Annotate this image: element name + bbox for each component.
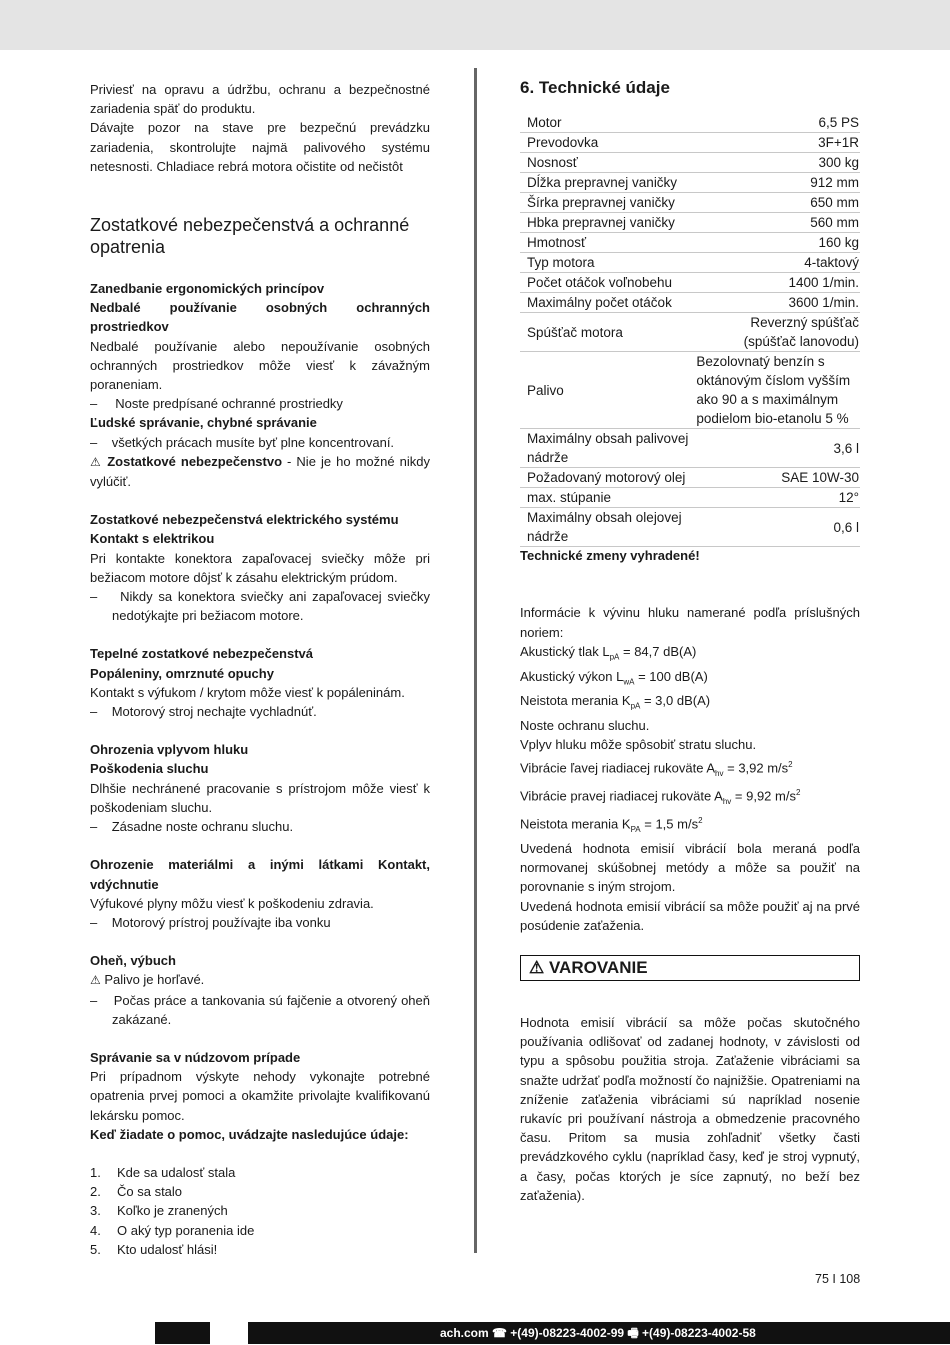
- sound-power: Akustický výkon $L_{wA} = 100$ dB(A): [520, 668, 708, 687]
- ergo-subtitle: Nedbalé používanie osobných ochranných prostriedkov: [90, 300, 430, 335]
- spec-value: 912 mm: [689, 173, 860, 193]
- column-divider: [474, 68, 477, 1253]
- spec-table: [520, 113, 860, 547]
- thermal-title: Tepelné zostatkové nebezpečenstvá: [90, 646, 314, 662]
- table-row: [520, 133, 860, 153]
- vibration-left: Vibrácie ľavej riadiacej rukoväte $A_{hv} = 3,92$ $m/s^2$: [520, 759, 793, 778]
- residual-risks-heading: Zostatkové nebezpečenstvá a ochranné opatrenia: [90, 215, 410, 258]
- residual-note: ⚠ Zostatkové nebezpečenstvo - Nie je ho možné nikdy vylúčiť.: [90, 453, 430, 490]
- footer-logo-block-2: [210, 1322, 248, 1344]
- spec-label: Počet otáčok voľnobehu: [520, 273, 689, 293]
- spec-value: 12°: [689, 488, 860, 508]
- table-row: [520, 273, 860, 293]
- spec-value: Reverzný spúšťač (spúšťač lanovodu): [689, 313, 860, 352]
- spec-label: Hbka prepravnej vaničky: [520, 213, 689, 233]
- table-row: [520, 113, 860, 133]
- intro-paragraph-2: Dávajte pozor na stave pre bezpečnú prevádzku zariadenia, skontrolujte najmä palivového systému netesnosti. Chladiace rebrá motora očistite od nečistôt: [90, 120, 430, 174]
- ergo-text: Nedbalé používanie alebo nepoužívanie osobných ochranných prostriedkov môže viesť k závažným poraneniam.: [90, 338, 430, 393]
- spec-value: 1400 1/min.: [689, 273, 860, 293]
- table-row: [520, 173, 860, 193]
- thermal-subtitle: Popáleniny, omrznuté opuchy: [90, 665, 274, 681]
- spec-value: 3F+1R: [689, 133, 860, 153]
- list-item: 1. Kde sa udalosť stala: [90, 1164, 236, 1180]
- table-row: [520, 293, 860, 313]
- noise-intro: Informácie k vývinu hluku namerané podľa príslušných noriem:: [520, 605, 860, 640]
- elec-dash-item: – Nikdy sa konektora sviečky ani zapaľovacej sviečky nedotýkajte pri bežiacom motore.: [90, 589, 430, 624]
- elec-subtitle: Kontakt s elektrikou: [90, 531, 215, 547]
- table-row: [520, 429, 860, 468]
- material-title: Ohrozenie materiálmi a inými látkami Kontakt, vdýchnutie: [90, 857, 430, 892]
- spec-label: Požadovaný motorový olej: [520, 468, 689, 488]
- spec-value: 560 mm: [689, 213, 860, 233]
- spec-label: Prevodovka: [520, 133, 689, 153]
- ergo-title: Zanedbanie ergonomických princípov: [90, 281, 325, 297]
- emergency-steps-list: [90, 1163, 430, 1259]
- human-title: Ľudské správanie, chybné správanie: [90, 415, 317, 431]
- spec-value: 4-taktový: [689, 253, 860, 273]
- material-dash-item: – Motorový prístroj používajte iba vonku: [90, 914, 331, 930]
- spec-value: 300 kg: [689, 153, 860, 173]
- hearing-loss-note: Vplyv hluku môže spôsobiť stratu sluchu.: [520, 737, 757, 753]
- spec-value: SAE 10W-30: [689, 468, 860, 488]
- material-text: Výfukové plyny môžu viesť k poškodeniu zdravia.: [90, 895, 374, 911]
- elec-text: Pri kontakte konektora zapaľovacej sviečky môže pri bežiacom motore dôjsť k zásahu elektrickým prúdom.: [90, 550, 430, 585]
- spec-label: Typ motora: [520, 253, 689, 273]
- vibration-paragraph-1: Uvedená hodnota emisií vibrácií bola meraná podľa normovanej skúšobnej metódy a môže sa použiť na porovnanie s iným strojom.: [520, 840, 860, 895]
- table-row: [520, 488, 860, 508]
- footer-logo-block: [0, 1322, 155, 1344]
- spec-label: Palivo: [520, 352, 689, 429]
- spec-value: 3600 1/min.: [689, 293, 860, 313]
- spec-value: 650 mm: [689, 193, 860, 213]
- fire-text: ⚠ Palivo je horľavé.: [90, 972, 205, 988]
- list-item: 3. Koľko je zranených: [90, 1203, 228, 1219]
- spec-label: Nosnosť: [520, 153, 689, 173]
- spec-label: Maximálny obsah palivovej nádrže: [520, 429, 689, 468]
- human-dash-item: – všetkých prácach musíte byť plne koncentrovaní.: [90, 434, 395, 450]
- table-row: [520, 508, 860, 547]
- noise-uncertainty: Neistota merania $K_{pA} = 3,0$ dB(A): [520, 693, 711, 711]
- warning-triangle-icon: ⚠: [90, 454, 103, 469]
- page-number: 75 I 108: [815, 1272, 861, 1286]
- right-column: [520, 78, 860, 1205]
- ear-protection-note: Noste ochranu sluchu.: [520, 718, 650, 734]
- spec-value: 0,6 l: [689, 508, 860, 547]
- fire-dash-item: – Počas práce a tankovania sú fajčenie a otvorený oheň zakázané.: [90, 992, 430, 1027]
- vibration-uncertainty: Neistota merania $K_{PA} = 1,5$ $m/s^2$: [520, 815, 703, 834]
- thermal-dash-item: – Motorový stroj nechajte vychladnúť.: [90, 704, 317, 720]
- spec-value: 3,6 l: [689, 429, 860, 468]
- table-row: [520, 313, 860, 352]
- list-item: 2. Čo sa stalo: [90, 1184, 183, 1200]
- spec-label: Maximálny počet otáčok: [520, 293, 689, 313]
- spec-value: 160 kg: [689, 233, 860, 253]
- elec-title: Zostatkové nebezpečenstvá elektrického systému: [90, 512, 399, 528]
- table-row: [520, 153, 860, 173]
- list-item: 5. Kto udalosť hlási!: [90, 1241, 218, 1257]
- footer-contact: ach.com ☎ +(49)-08223-4002-99 🖷 +(49)-08223-4002-58: [440, 1326, 756, 1340]
- emergency-bold: Keď žiadate o pomoc, uvádzajte nasledujúce údaje:: [90, 1126, 409, 1142]
- list-item: 4. O aký typ poranenia ide: [90, 1222, 255, 1238]
- ergo-dash-item: – Noste predpísané ochranné prostriedky: [90, 396, 343, 412]
- vibration-paragraph-2: Uvedená hodnota emisií vibrácií sa môže použiť aj na prvé posúdenie zaťaženia.: [520, 898, 860, 933]
- noise-dash-item: – Zásadne noste ochranu sluchu.: [90, 819, 294, 835]
- spec-label: Šírka prepravnej vaničky: [520, 193, 689, 213]
- vibration-right: Vibrácie pravej riadiacej rukoväte $A_{hv} = 9,92$ $m/s^2$: [520, 787, 801, 806]
- spec-value: Bezolovnatý benzín s oktánovým číslom vyšším ako 90 a s maximálnym podielom bio-etanolu 5 %: [689, 352, 860, 429]
- table-row: [520, 468, 860, 488]
- table-row: [520, 233, 860, 253]
- spec-label: Spúšťač motora: [520, 313, 689, 352]
- spec-value: 6,5 PS: [689, 113, 860, 133]
- technical-data-heading: 6. Technické údaje: [520, 78, 670, 97]
- noise-title: Ohrozenia vplyvom hluku: [90, 742, 249, 758]
- sound-pressure: Akustický tlak $L_{pA} = 84,7$ dB(A): [520, 643, 697, 662]
- emergency-title: Správanie sa v núdzovom prípade: [90, 1049, 301, 1065]
- spec-label: Motor: [520, 113, 689, 133]
- table-row: [520, 253, 860, 273]
- table-row: [520, 352, 860, 429]
- spec-label: Maximálny obsah olejovej nádrže: [520, 508, 689, 547]
- warning-triangle-icon: ⚠: [90, 973, 101, 988]
- top-header-bar: [0, 0, 950, 50]
- warning-box: ⚠ VAROVANIE: [520, 955, 860, 981]
- fire-title: Oheň, výbuch: [90, 953, 176, 969]
- table-row: [520, 193, 860, 213]
- left-column: [90, 80, 430, 1259]
- footer-bar: [0, 1322, 950, 1344]
- spec-label: Dĺžka prepravnej vaničky: [520, 173, 689, 193]
- emergency-text: Pri prípadnom výskyte nehody vykonajte potrebné opatrenia prvej pomoci a okamžite privolajte kvalifikovanú lekársku pomoc.: [90, 1069, 430, 1123]
- thermal-text: Kontakt s výfukom / krytom môže viesť k popáleninám.: [90, 684, 405, 700]
- reserved-note: Technické zmeny vyhradené!: [520, 548, 700, 564]
- noise-subtitle: Poškodenia sluchu: [90, 761, 209, 777]
- warning-text: Hodnota emisií vibrácií sa môže počas skutočného používania odlišovať od zadanej hodnoty, v závislosti od typu a spôsobu použitia stroja. Zaťaženie vibráciami sa snažte udržať podľa možností čo najnižšie. Opatreniami na zníženie zaťaženia vibráciami sú napríklad nosenie rukavíc pri používaní nástroja a obmedzenie pracovného času. Pritom sa musia zohľadniť všetky časti prevádzkového cyklu (napríklad časy, keď je stroj vypnutý, a časy, počas ktorých je síce zapnutý, no beží bez zaťaženia).: [520, 1015, 860, 1203]
- table-row: [520, 213, 860, 233]
- noise-text: Dlhšie nechránené pracovanie s prístrojom môže viesť k poškodeniam sluchu.: [90, 780, 430, 815]
- intro-paragraph-1: Priviesť na opravu a údržbu, ochranu a bezpečnostné zariadenia späť do produktu.: [90, 82, 430, 117]
- warning-triangle-icon: ⚠: [529, 958, 545, 977]
- spec-label: Hmotnosť: [520, 233, 689, 253]
- spec-label: max. stúpanie: [520, 488, 689, 508]
